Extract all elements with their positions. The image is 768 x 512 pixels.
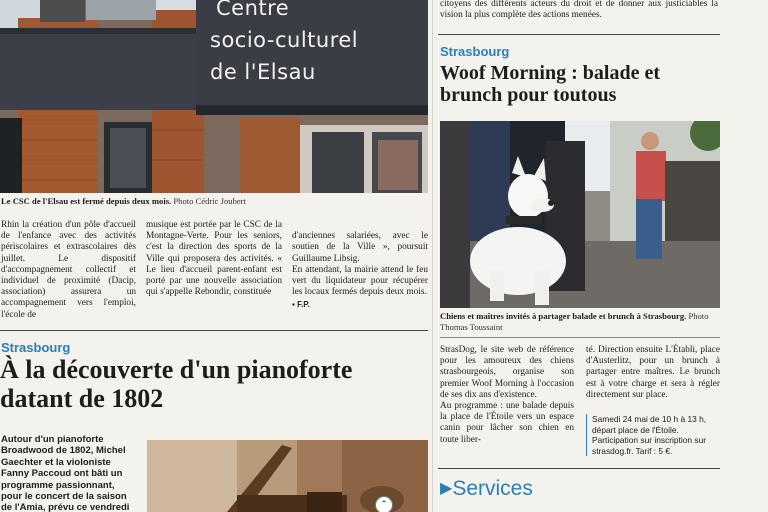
sign-text — [210, 0, 428, 88]
sign-line-2: socio-culturel — [210, 28, 359, 52]
woof-kicker: Strasbourg — [440, 44, 510, 59]
left-section-divider — [0, 330, 428, 331]
woof-practical-info — [586, 414, 720, 456]
pianoforte-headline — [0, 355, 430, 413]
top-right-divider — [438, 34, 720, 35]
pianoforte-headline-line2: datant de 1802 — [0, 384, 164, 413]
dog-walk-illustration — [440, 121, 720, 308]
pianoforte-photo — [147, 440, 428, 512]
left-caption-credit: Photo Cédric Joubert — [173, 196, 246, 206]
woof-caption-divider — [440, 337, 720, 338]
woof-photo — [440, 121, 720, 308]
pianoforte-headline-line1: À la découverte d'un pianoforte — [0, 355, 353, 384]
left-article-col1: Rhin la création d'un pôle d'accueil de l'enfance avec des activités périscolaires et extrascolaires dès juillet. Le dispositif d'accompagnement collectif et individuel de proximité (Dacip, association) assurera un accompagnement vers l'emploi, l'école de — [1, 220, 136, 320]
services-divider-top — [438, 468, 720, 469]
woof-caption-text: Chiens et maîtres invités à partager balade et brunch à Strasbourg. — [440, 311, 687, 321]
csc-building-photo — [0, 0, 428, 193]
photo-expand-icon[interactable]: ⌃ — [375, 496, 393, 512]
signature-text: F.P. — [297, 300, 310, 310]
woof-headline-line1: Woof Morning : balade et — [440, 62, 660, 84]
services-label: Services — [452, 477, 533, 500]
left-article-col3-text: d'anciennes salariées, avec le soutien de la Ville », poursuit Guillaume Libsig. En attendant, la mairie attend le feu vert du liquidateur pour récupérer les locaux fermés depuis deux mois. — [292, 231, 428, 298]
pianoforte-intro: Autour d'un pianoforte Broadwood de 1802, Michel Gaechter et la violoniste Fanny Paccoud ont bâti un programme passionnant, pour le concert de la saison de l'Amia, prévu ce vendredi — [1, 434, 130, 512]
woof-headline-line2: brunch pour toutous — [440, 84, 617, 106]
left-article-col2: musique est portée par le CSC de la Montagne-Verte. Pour les seniors, c'est la direction des sports de la Ville qui proposera des activités. « Le lieu d'accueil parent-enfant est porté par une nouvelle association qui s'appelle Rebondir, constituée — [146, 220, 282, 298]
left-caption-text: Le CSC de l'Elsau est fermé depuis deux mois. — [1, 196, 172, 206]
services-header[interactable] — [440, 476, 533, 502]
sign-line-3: de l'Elsau — [210, 60, 316, 84]
woof-col1: StrasDog, le site web de référence pour les amoureux des chiens strasbourgeois, organise son premier Woof Morning à l'occasion de ses dix ans d'existence. Au programme : une balade depuis la place de l'Étoile vers un espace canin pour lâcher son chien en toute liber- — [440, 345, 574, 445]
left-article-col3 — [292, 220, 428, 322]
woof-headline — [440, 62, 730, 106]
left-article-signature: ▪ F.P. — [292, 300, 310, 310]
woof-photo-caption — [440, 311, 720, 333]
pianoforte-kicker: Strasbourg — [1, 340, 71, 355]
left-photo-caption — [1, 196, 427, 207]
woof-col2: té. Direction ensuite L'Établi, place d'Austerlitz, pour un brunch à partager entre maîtres. Le brunch est à votre charge et sera à régler directement sur place. — [586, 345, 720, 400]
woof-caption-credit: Photo Thomas Toussaint — [440, 311, 709, 332]
services-arrow-icon: ▶ — [440, 480, 453, 497]
sign-line-1: Centre — [216, 0, 290, 20]
woof-practical-text: Samedi 24 mai de 10 h à 13 h, départ place de l'Étoile. Participation sur inscription sur strasdog.fr. Tarif : 5 €. — [592, 414, 707, 456]
top-right-text: citoyens des différents acteurs du droit et de donner aux justiciables la vision la plus complète des actions menées. — [440, 0, 718, 21]
column-separator — [432, 0, 433, 512]
